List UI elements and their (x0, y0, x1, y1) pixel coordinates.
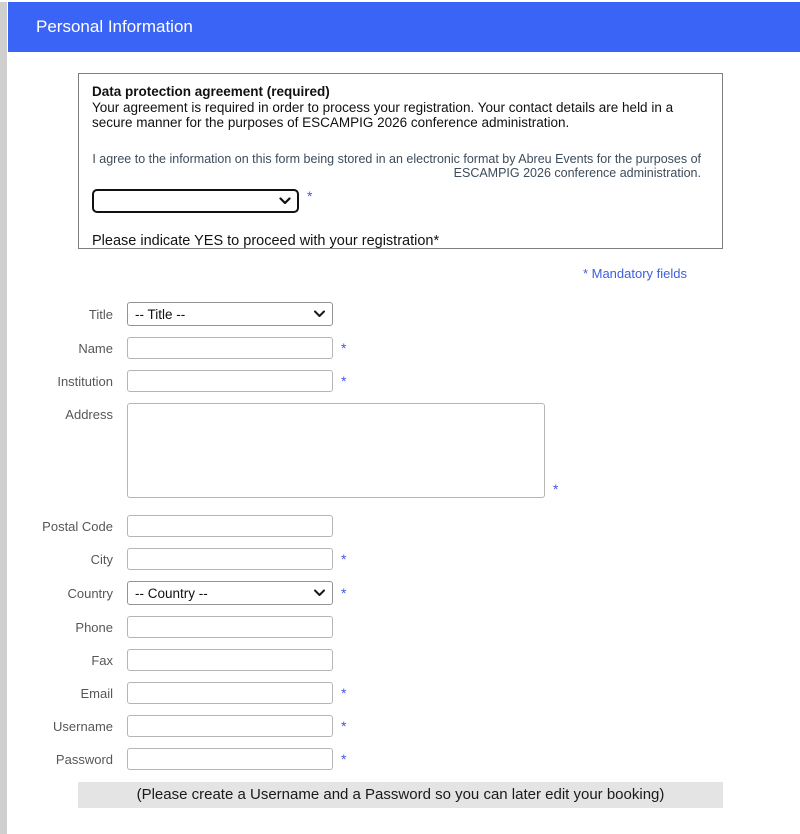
required-asterisk: * (307, 188, 313, 204)
country-label: Country (67, 585, 113, 601)
city-label: City (90, 551, 113, 567)
form-row-title (0, 302, 800, 326)
phone-label: Phone (75, 619, 113, 635)
required-asterisk: * (341, 685, 347, 701)
form-row-email (0, 682, 800, 704)
data-protection-box (78, 73, 723, 249)
form-row-password (0, 748, 800, 770)
form-row-address (0, 403, 800, 498)
mandatory-fields-note: * Mandatory fields (582, 266, 687, 281)
form-row-username (0, 715, 800, 737)
institution-input[interactable] (127, 370, 333, 392)
address-textarea[interactable] (127, 403, 545, 498)
form-row-name (0, 337, 800, 359)
form-row-institution (0, 370, 800, 392)
country-select[interactable] (127, 581, 333, 605)
consent-row (92, 189, 709, 213)
agree-statement: I agree to the information on this form being stored in an electronic format by Abreu Events for the purposes of ESCAMPIG 2026 conference administration. (92, 152, 701, 180)
form-row-postal-code (0, 515, 800, 537)
institution-label: Institution (57, 373, 113, 389)
section-header (8, 2, 800, 52)
password-input[interactable] (127, 748, 333, 770)
username-password-note: (Please create a Username and a Password so you can later edit your booking) (78, 782, 723, 808)
name-input[interactable] (127, 337, 333, 359)
phone-input[interactable] (127, 616, 333, 638)
data-protection-title: Data protection agreement (required) (92, 84, 330, 99)
consent-select[interactable] (92, 189, 299, 213)
page-left-edge-strip (0, 2, 7, 834)
postal-code-input[interactable] (127, 515, 333, 537)
title-select[interactable] (127, 302, 333, 326)
postal-code-label: Postal Code (42, 518, 113, 534)
city-input[interactable] (127, 548, 333, 570)
required-asterisk: * (341, 585, 347, 601)
fax-input[interactable] (127, 649, 333, 671)
personal-info-form (0, 302, 800, 770)
form-row-city (0, 548, 800, 570)
required-asterisk: * (341, 551, 347, 567)
data-protection-body: Your agreement is required in order to process your registration. Your contact details are held in a secure manner for the purposes of ESCAMPIG 2026 conference administration. (92, 100, 674, 130)
form-row-fax (0, 649, 800, 671)
required-asterisk: * (341, 718, 347, 734)
title-label: Title (88, 306, 113, 322)
address-label: Address (65, 407, 113, 422)
required-asterisk: * (341, 340, 347, 356)
username-label: Username (53, 718, 113, 734)
form-row-country (0, 581, 800, 605)
required-asterisk: * (341, 751, 347, 767)
required-asterisk: * (553, 481, 559, 497)
email-input[interactable] (127, 682, 333, 704)
name-label: Name (78, 340, 113, 356)
consent-instruction: Please indicate YES to proceed with your registration* (92, 233, 440, 249)
password-label: Password (55, 751, 113, 767)
fax-label: Fax (91, 652, 113, 668)
form-row-phone (0, 616, 800, 638)
page-title: Personal Information (36, 17, 193, 36)
username-input[interactable] (127, 715, 333, 737)
required-asterisk: * (341, 373, 347, 389)
email-label: Email (80, 685, 113, 701)
